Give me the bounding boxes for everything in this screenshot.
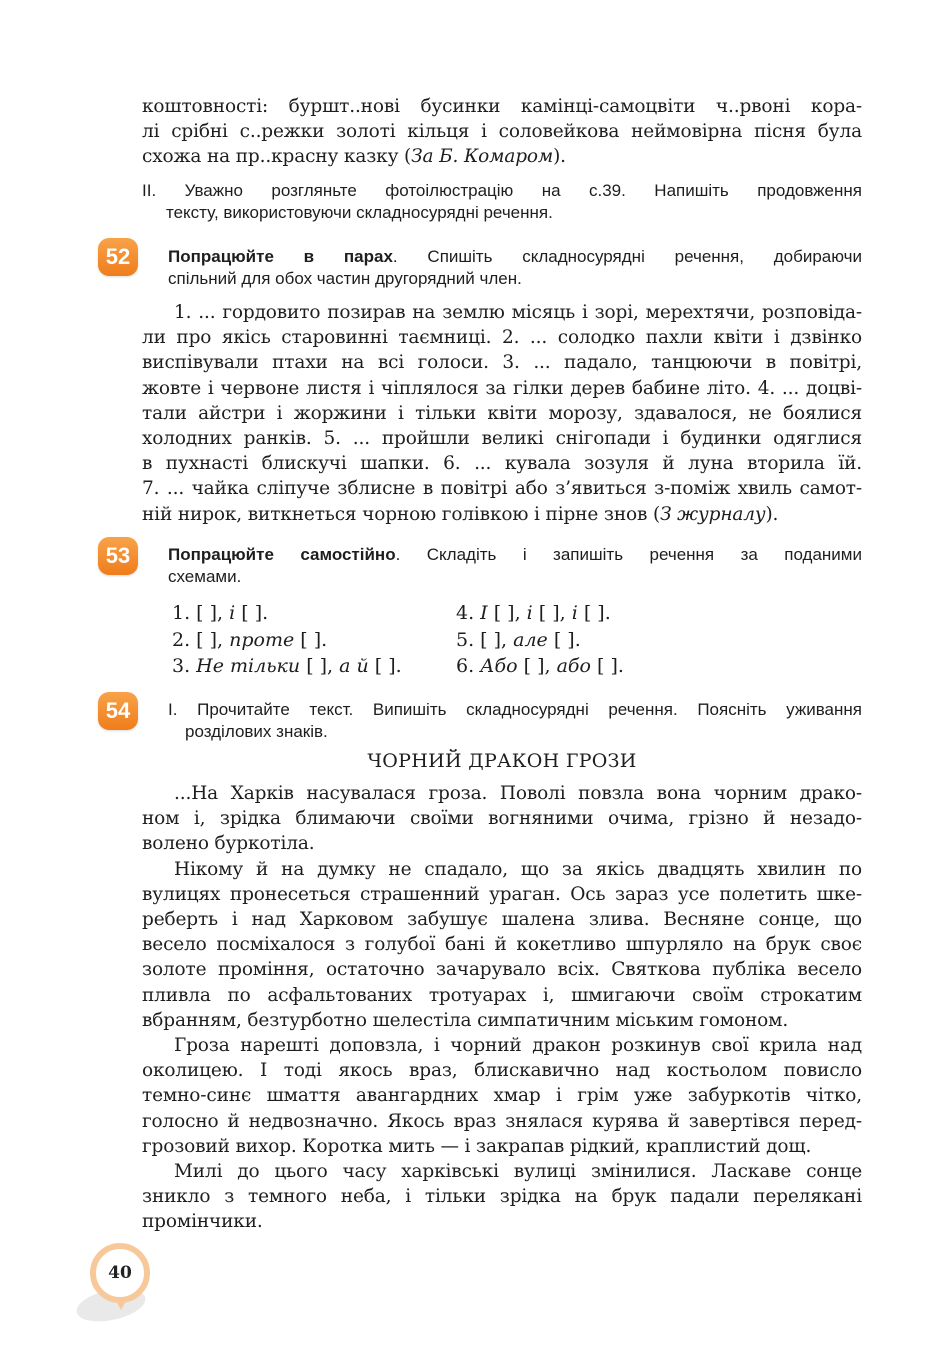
scheme-row: [172, 627, 402, 654]
sentence-text: ній нирок, виткнеться чорною голівкою і пірне знов (: [142, 503, 661, 525]
story-paragraph: [142, 1159, 862, 1235]
instruction-lead: Попрацюйте в парах: [168, 247, 393, 266]
sentence-line: жовте і червоне листя і чіплялося за гілки дерев бабине літо. 4. ... доцві-: [142, 377, 862, 399]
story-line: темно-синє шмаття авангардних хмар і грім уже забуркотів чітко,: [142, 1085, 862, 1107]
instruction-line: схемами.: [168, 567, 242, 586]
sentence-line: 1. ... гордовито позирав на землю місяць і зорі, мерехтячи, розповіда-: [174, 302, 862, 323]
text-title: ЧОРНИЙ ДРАКОН ГРОЗИ: [367, 750, 637, 772]
scheme-part: 5. [ ],: [456, 628, 514, 651]
instruction-line: [168, 246, 862, 268]
scheme-conjunction: або: [556, 655, 591, 677]
exercise-53-instruction: [168, 544, 862, 588]
schemes-left: [172, 600, 402, 680]
story-line: весело посміхалося з голубої бані й кокетливо шпурляло на брук своє: [142, 934, 862, 956]
scheme-part: 2. [ ],: [172, 628, 230, 651]
scheme-conjunction: і: [571, 602, 578, 624]
scheme-part: [ ].: [590, 655, 624, 677]
exercise-badge-52: 52: [98, 238, 138, 276]
story-line: золоте проміння, остаточно зачарувало всіх. Святкова публіка весело: [142, 959, 862, 981]
exercise-54-instruction: [168, 699, 862, 743]
source-attribution: З журналу: [660, 503, 766, 525]
scheme-row: [456, 627, 624, 654]
continuation-text: [142, 94, 862, 170]
sentence-line: в пухнасті блискучі шапки. 6. ... кувала зозуля й луна вторила їй.: [142, 453, 862, 475]
sentence-line: [142, 502, 862, 527]
scheme-part: 6.: [456, 655, 481, 677]
story-line: вулицях пронесеться страшенний ураган. Ось зараз усе полетить шке-: [142, 883, 862, 905]
story-line: волено буркотіла.: [142, 833, 315, 855]
story-text: [142, 781, 862, 1235]
scheme-part: [ ],: [300, 655, 340, 677]
sentence-line: ли про якісь старовинні таємниці. 2. ... солодко пахли квіти і дзвінко: [142, 327, 862, 349]
scheme-part: [ ],: [532, 602, 572, 624]
exercise-52-instruction: [168, 246, 862, 290]
continuation-line: [142, 144, 862, 169]
sentence-line: 7. ... чайка сліпуче зблисне в повітрі або з’явиться з-поміж хвиль самот-: [142, 478, 862, 500]
sentence-line: холодних ранків. 5. ... пройшли великі снігопади і будинки одяглися: [142, 428, 862, 450]
exercise-badge-53: 53: [98, 537, 138, 575]
scheme-conjunction: Або: [480, 655, 518, 677]
story-line: голосно й недвозначно. Якось враз знялася курява й завертівся перед-: [142, 1110, 862, 1132]
scheme-part: [ ].: [577, 602, 611, 624]
scheme-row: [456, 653, 624, 680]
scheme-part: [ ].: [235, 602, 269, 624]
story-line: грозовий вихор. Коротка мить — і закрапав рідкий, краплистий дощ.: [142, 1135, 812, 1157]
story-line: промінчики.: [142, 1211, 263, 1233]
scheme-conjunction: а й: [339, 655, 369, 677]
story-line: зникло з темного неба, і тільки зрідка на брук падали переляканi: [142, 1186, 862, 1208]
story-line: Гроза нарешті доповзла, і чорний дракон розкинув свої крила над: [174, 1035, 862, 1057]
scheme-conjunction: але: [513, 628, 548, 651]
source-attribution: За Б. Комаром: [411, 146, 554, 168]
scheme-conjunction: проте: [229, 628, 295, 651]
scheme-part: [ ].: [547, 628, 581, 651]
continuation-text-part: схожа на пр..красну казку (: [142, 146, 412, 168]
instruction-marker: I.: [168, 700, 178, 719]
scheme-part: 1. [ ],: [172, 602, 230, 624]
story-line: пливла по асфальтованих тротуарах і, шмигаючи своїм строкатим: [142, 984, 862, 1006]
exercise-52-sentences: [142, 300, 862, 527]
instruction-line: спільний для обох частин другорядний член.: [168, 269, 522, 288]
story-line: вбранням, безтурботно шелестіла симпатичним міським гомоном.: [142, 1009, 789, 1031]
instruction-rest: . Складіть і запишіть речення за поданими: [395, 545, 862, 564]
scheme-row: [172, 653, 402, 680]
story-line: реберть і над Харковом забушує шалена злива. Весняне сонце, що: [142, 909, 862, 931]
instruction-line: [168, 699, 862, 721]
continuation-text-end: ).: [553, 146, 566, 168]
task-ii-marker: II.: [142, 181, 157, 200]
scheme-conjunction: Не тільки: [196, 655, 301, 677]
exercise-badge-54: 54: [98, 692, 138, 730]
scheme-row: [456, 600, 624, 627]
instruction-text: Прочитайте текст. Випишіть складносурядні речення. Поясніть уживання: [197, 700, 862, 719]
story-line: околицею. І тоді якось враз, блискавично над костьолом повисло: [142, 1060, 862, 1082]
instruction-line: розділових знаків.: [185, 722, 328, 741]
scheme-row: [172, 600, 402, 627]
task-ii-line: тексту, використовуючи складносурядні речення.: [166, 203, 553, 222]
continuation-line: лі срібні с..режки золоті кільця і соловейкова неймовірна пісня була: [142, 121, 862, 143]
scheme-part: [ ],: [517, 655, 557, 677]
page-number: 40: [90, 1243, 150, 1303]
schemes-right: [456, 600, 624, 680]
scheme-part: 3.: [172, 655, 197, 677]
page-number-marker: [68, 1238, 158, 1338]
task-ii-text: Уважно розгляньте фотоілюстрацію на с.39. Напишіть продовження: [184, 181, 862, 200]
instruction-rest: . Спишіть складносурядні речення, добираючи: [392, 247, 862, 266]
story-paragraph: [142, 1033, 862, 1159]
instruction-lead: Попрацюйте самостійно: [168, 545, 396, 564]
scheme-conjunction: і: [229, 602, 236, 624]
scheme-conjunction: і: [526, 602, 533, 624]
story-line: Нікому й на думку не спадало, що за якісь двадцять хвилин по: [174, 858, 862, 880]
story-line: Милі до цього часу харківські вулиці змінилися. Ласкаве сонце: [174, 1161, 862, 1183]
story-line: ...На Харків насувалася гроза. Поволі повзла вона чорним драко-: [174, 783, 862, 804]
sentence-line: виспівували птахи на всі голоси. 3. ... падало, танцюючи в повітрі,: [142, 352, 862, 374]
instruction-line: [168, 544, 862, 566]
story-line: ном і, зрідка блимаючи своїми вогняними очима, грізно й незадо-: [142, 808, 862, 830]
scheme-part: 4.: [456, 602, 481, 624]
task-ii: [142, 180, 862, 224]
sentence-end: ).: [765, 503, 779, 525]
sentence-line: тали айстри і жоржини і тільки квіти морозу, здавалося, не боялися: [142, 402, 862, 424]
scheme-part: [ ].: [368, 655, 402, 677]
story-paragraph: [142, 781, 862, 857]
scheme-part: [ ],: [487, 602, 527, 624]
scheme-conjunction: І: [480, 602, 488, 624]
task-ii-line: [142, 180, 862, 202]
scheme-part: [ ].: [294, 628, 328, 651]
continuation-line: коштовності: буршт..нові бусинки камінці-самоцвіти ч..рвоні кора-: [142, 96, 862, 117]
story-paragraph: [142, 857, 862, 1033]
